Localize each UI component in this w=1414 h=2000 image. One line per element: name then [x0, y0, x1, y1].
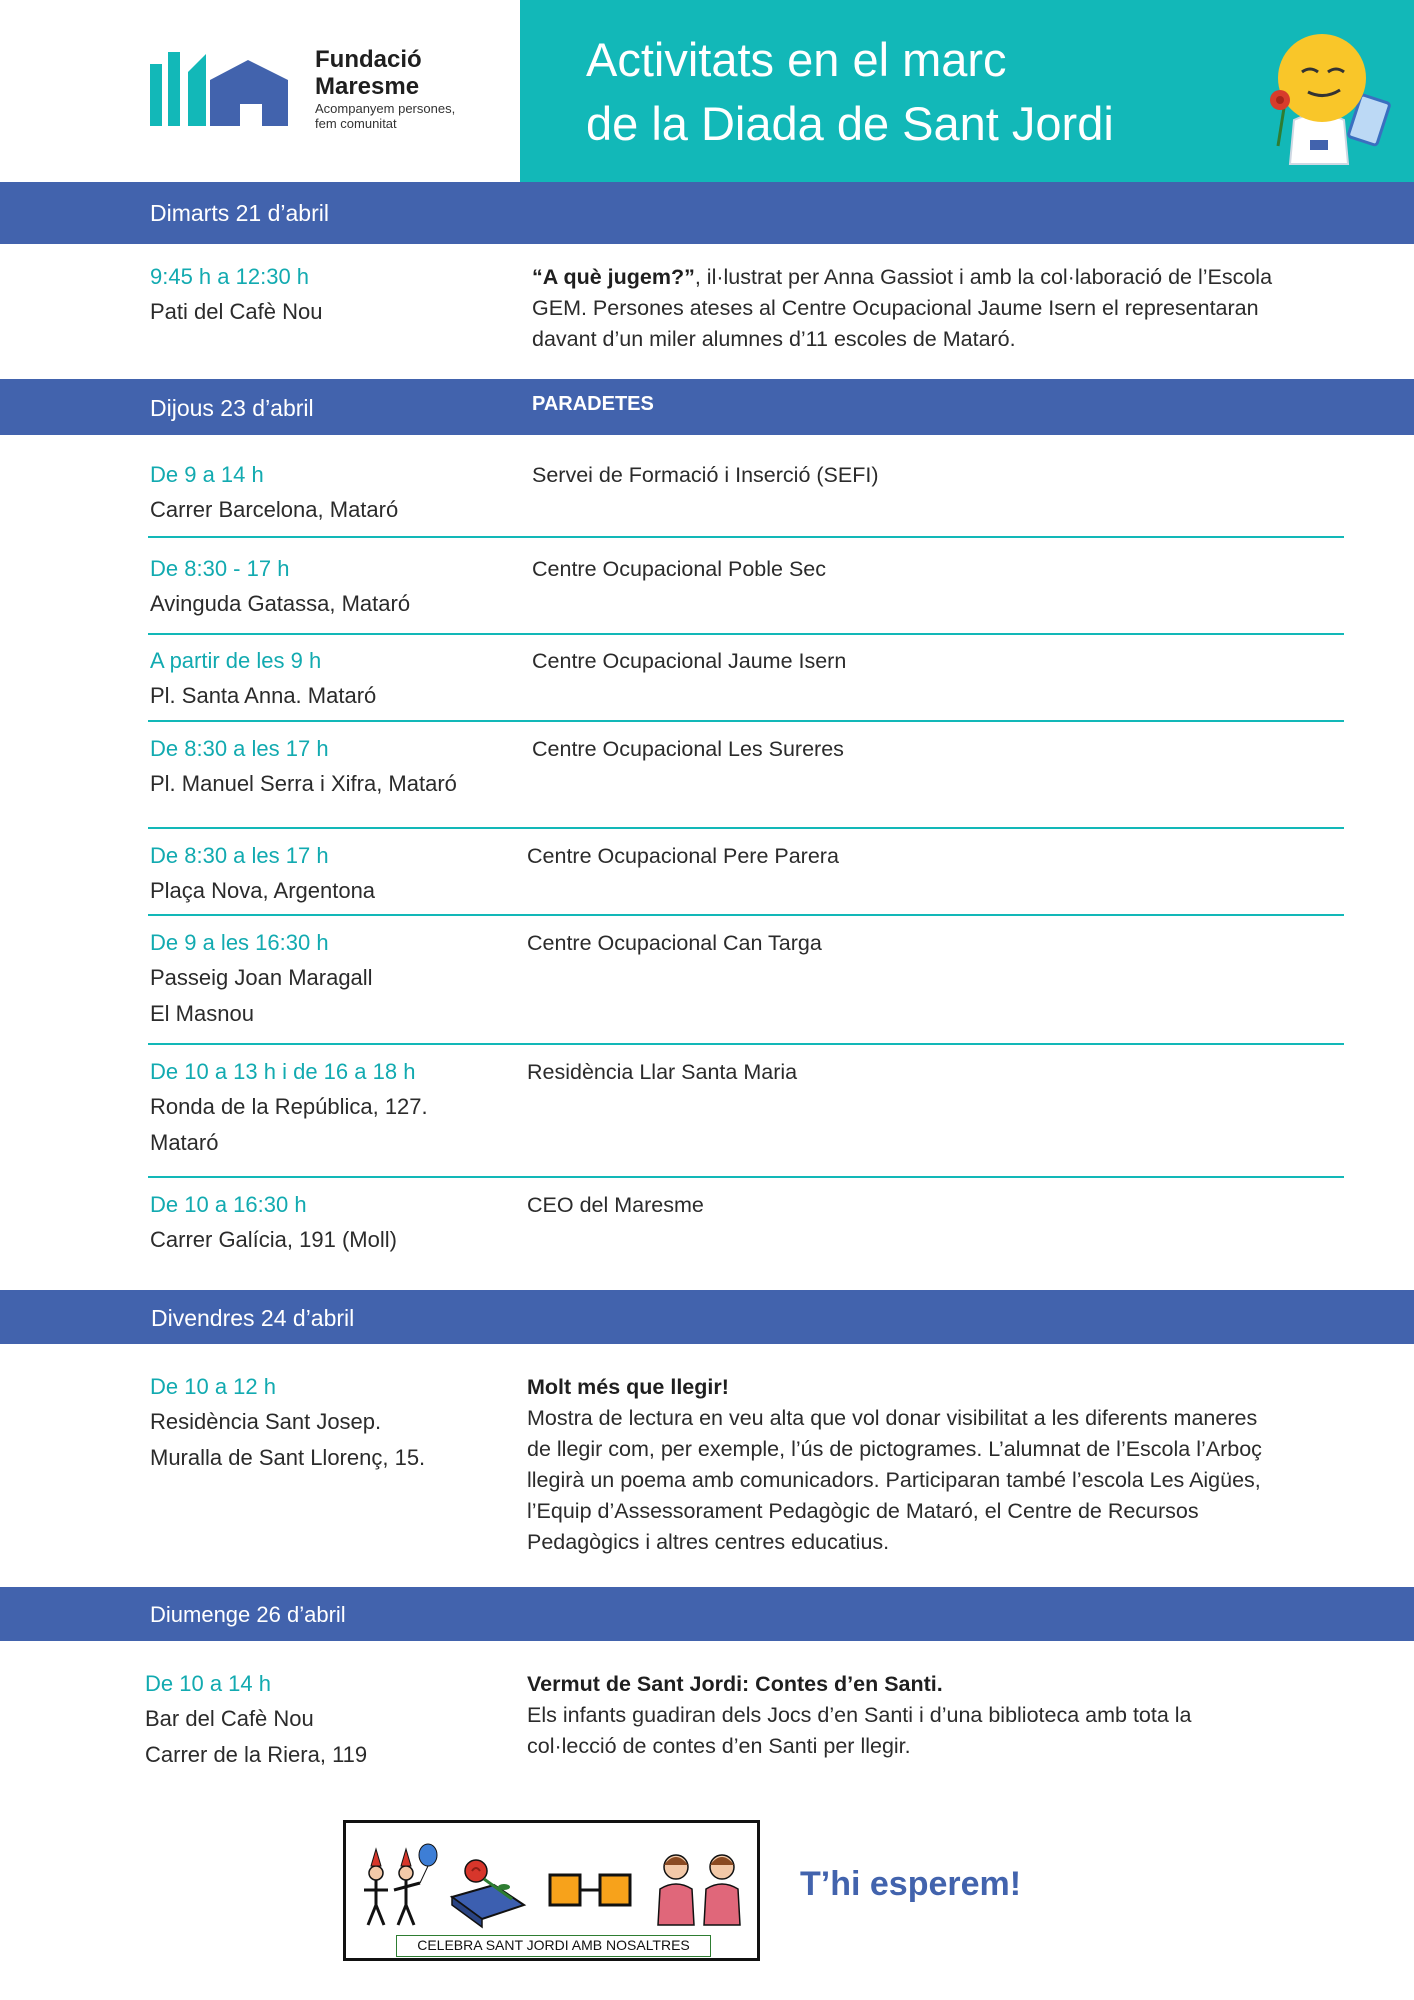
stall-time: De 8:30 a les 17 h	[150, 843, 329, 868]
day-label: Divendres 24 d’abril	[151, 1305, 355, 1331]
divider	[148, 536, 1344, 538]
event-title-text: Vermut de Sant Jordi: Contes d’en Santi.	[527, 1672, 943, 1696]
closing-message: T’hi esperem!	[800, 1865, 1022, 1903]
logo-name-line1: Fundació	[315, 46, 422, 73]
event-place	[145, 1701, 367, 1773]
event-title	[527, 1372, 1367, 1403]
event-place-line2: Muralla de Sant Llorenç, 15.	[150, 1445, 426, 1470]
event-time: De 10 a 12 h	[150, 1374, 276, 1399]
event-time: 9:45 h a 12:30 h	[150, 264, 310, 289]
stall-place-line1: Ronda de la República, 127.	[150, 1094, 428, 1119]
stall-name: Centre Ocupacional Can Targa	[527, 931, 822, 955]
event-description	[532, 262, 1362, 355]
stall-name: Centre Ocupacional Les Sureres	[532, 737, 844, 761]
day-label: Dimarts 21 d’abril	[150, 200, 329, 226]
event-description-line: l’Equip d’Assessorament Pedagògic de Mataró, el Centre de Recursos	[527, 1499, 1199, 1523]
logo-area	[0, 0, 520, 182]
section-label-paradetes: PARADETES	[532, 393, 654, 415]
logo-tagline-line1: Acompanyem persones,	[315, 101, 456, 116]
event-place-line1: Residència Sant Josep.	[150, 1409, 382, 1434]
page-title	[586, 28, 1114, 156]
event-description	[527, 1372, 1367, 1558]
stall-time: De 10 a 16:30 h	[150, 1192, 307, 1217]
day-band-26	[0, 1587, 1414, 1641]
stall-place: Plaça Nova, Argentona	[150, 878, 376, 903]
stall-time: A partir de les 9 h	[150, 648, 322, 673]
event-description-text: , il·lustrat per Anna Gassiot i amb la col·laboració de l’Escola	[694, 265, 1273, 289]
stall-place-line1: Passeig Joan Maragall	[150, 965, 373, 990]
poster-caption: CELEBRA SANT JORDI AMB NOSALTRES	[396, 1935, 711, 1957]
divider	[148, 633, 1344, 635]
stall-place	[150, 1089, 428, 1161]
stall-place: Carrer Galícia, 191 (Moll)	[150, 1227, 397, 1252]
logo-name	[315, 46, 422, 100]
divider	[148, 827, 1344, 829]
stall-place: Carrer Barcelona, Mataró	[150, 497, 399, 522]
event-description-line: llegirà un poema amb comunicadors. Participaran també l’escola Les Aigües,	[527, 1468, 1261, 1492]
event-description-line3: davant d’un miler alumnes d’11 escoles de Mataró.	[532, 327, 1016, 351]
stall-place: Pl. Santa Anna. Mataró	[150, 683, 377, 708]
page-title-line1: Activitats en el marc	[586, 33, 1007, 86]
event-description-line: de llegir com, per exemple, l’ús de pictogrames. L’alumnat de l’Escola l’Arboç	[527, 1437, 1262, 1461]
stall-time: De 9 a les 16:30 h	[150, 930, 329, 955]
stall-name: Servei de Formació i Inserció (SEFI)	[532, 463, 879, 487]
title-banner	[520, 0, 1414, 182]
stall-time: De 8:30 a les 17 h	[150, 736, 329, 761]
stall-name: CEO del Maresme	[527, 1193, 704, 1217]
stall-name: Centre Ocupacional Pere Parera	[527, 844, 839, 868]
event-title	[527, 1669, 1367, 1700]
event-title-text: Molt més que llegir!	[527, 1375, 729, 1399]
stall-place	[150, 960, 373, 1032]
divider	[148, 914, 1344, 916]
pictogram-poster	[343, 1820, 760, 1961]
event-time: De 10 a 14 h	[145, 1671, 271, 1696]
event-place	[150, 1404, 425, 1476]
stall-time: De 8:30 - 17 h	[150, 556, 290, 581]
event-description-line2: GEM. Persones ateses al Centre Ocupacional Jaume Isern el representaran	[532, 296, 1259, 320]
page-header	[0, 0, 1414, 182]
logo-name-line2: Maresme	[315, 73, 420, 100]
event-place: Pati del Cafè Nou	[150, 299, 323, 324]
divider	[148, 1176, 1344, 1178]
fundacio-logo-icon	[148, 50, 290, 128]
event-description-line1	[532, 262, 1362, 293]
day-label: Diumenge 26 d’abril	[150, 1602, 346, 1627]
stall-time: De 10 a 13 h i de 16 a 18 h	[150, 1059, 416, 1084]
stall-name: Centre Ocupacional Poble Sec	[532, 557, 827, 581]
event-description-line: Els infants guadiran dels Jocs d’en Santi i d’una biblioteca amb tota la	[527, 1703, 1192, 1727]
logo-tagline-line2: fem comunitat	[315, 116, 397, 131]
day-label: Dijous 23 d’abril	[150, 395, 314, 421]
stall-name: Residència Llar Santa Maria	[527, 1060, 798, 1084]
day-band-21	[0, 182, 1414, 244]
event-place-line2: Carrer de la Riera, 119	[145, 1742, 368, 1767]
logo-tagline	[315, 101, 455, 131]
divider	[148, 1043, 1344, 1045]
day-band-23	[0, 379, 1414, 435]
pictogram-strip-icon	[354, 1835, 749, 1930]
stall-place: Avinguda Gatassa, Mataró	[150, 591, 411, 616]
divider	[148, 720, 1344, 722]
mascot-illustration-icon	[1244, 28, 1394, 168]
stall-place-line2: Mataró	[150, 1130, 219, 1155]
event-description-line: Mostra de lectura en veu alta que vol donar visibilitat a les diferents maneres	[527, 1406, 1258, 1430]
stall-name: Centre Ocupacional Jaume Isern	[532, 649, 847, 673]
stall-place-line2: El Masnou	[150, 1001, 254, 1026]
event-description	[527, 1669, 1367, 1762]
event-description-line: Pedagògics i altres centres educatius.	[527, 1530, 890, 1554]
event-place-line1: Bar del Cafè Nou	[145, 1706, 314, 1731]
day-band-24	[0, 1290, 1414, 1344]
event-title: “A què jugem?”	[532, 265, 695, 289]
stall-place: Pl. Manuel Serra i Xifra, Mataró	[150, 771, 457, 796]
event-description-line: col·lecció de contes d’en Santi per llegir.	[527, 1734, 911, 1758]
stall-time: De 9 a 14 h	[150, 462, 264, 487]
page-title-line2: de la Diada de Sant Jordi	[586, 97, 1114, 150]
